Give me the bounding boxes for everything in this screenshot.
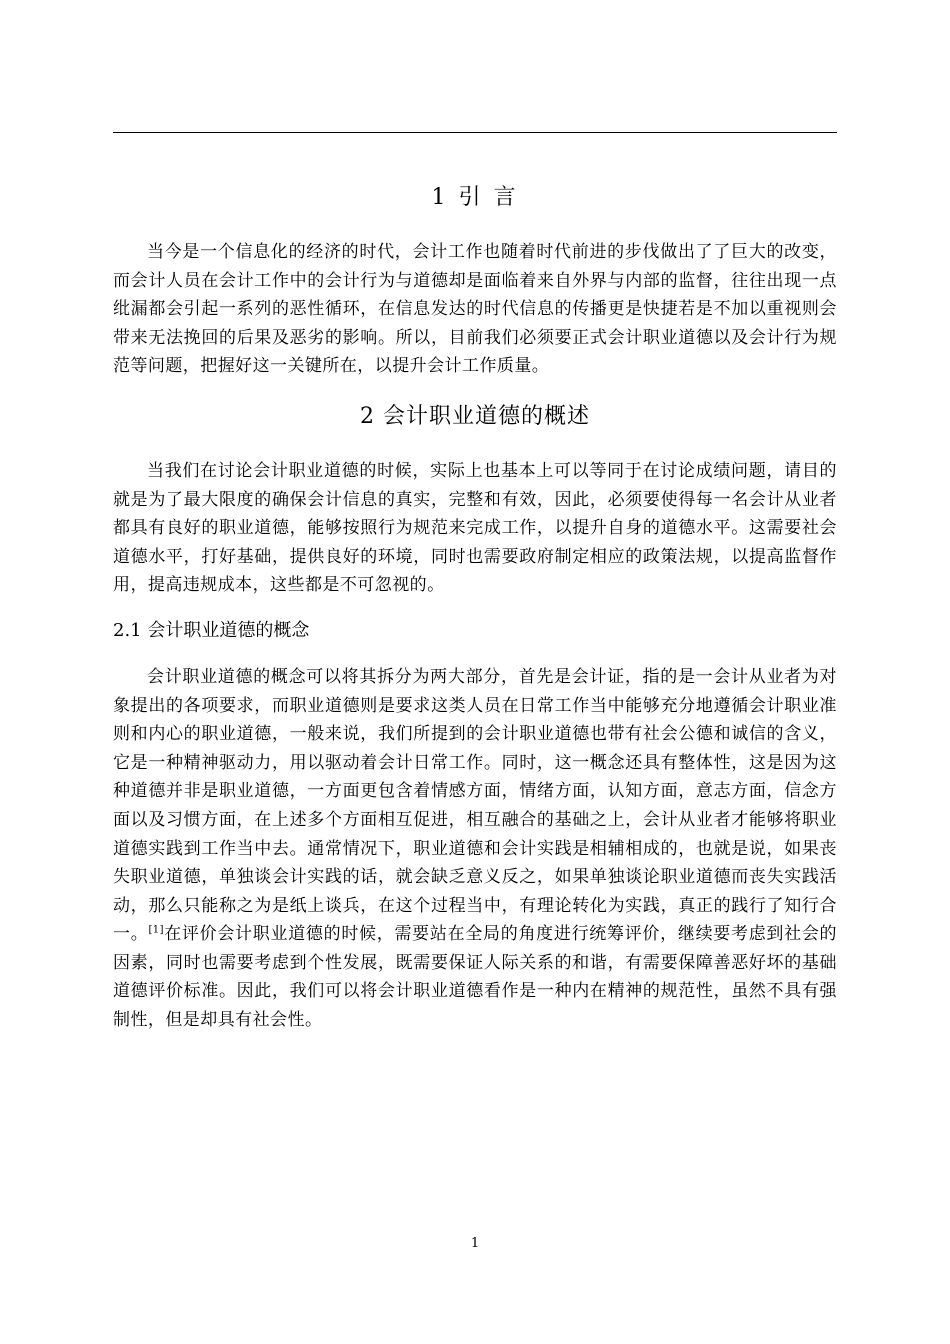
page-content (113, 176, 837, 1035)
section-2-1-heading: 2.1 会计职业道德的概念 (113, 619, 310, 641)
page-number: 1 (470, 1236, 480, 1251)
section-1-paragraph: 当今是一个信息化的经济的时代，会计工作也随着时代前进的步伐做出了了巨大的改变，而会计人员在会计工作中的会计行为与道德却是面临着来自外界与内部的监督，往往出现一点纰漏都会引起一系列的恶性循环，在信息发达的时代信息的传播更是快捷若是不加以重视则会带来无法挽回的后果及恶劣的影响。所以，目前我们必须要正式会计职业道德以及会计行为规范等问题，把握好这一关键所在，以提升会计工作质量。 (113, 242, 837, 377)
header-rule (113, 132, 837, 133)
section-2-1-paragraph (113, 663, 837, 1035)
citation-marker[interactable]: [1] (148, 924, 164, 936)
section-2-1-text-part2: 在评价会计职业道德的时候，需要站在全局的角度进行统筹评价，继续要考虑到社会的因素，同时也需要考虑到个性发展，既需要保证人际关系的和谐，有需要保障善恶好坏的基础道德评价标准。因此，我们可以将会计职业道德看作是一种内在精神的规范性，虽然不具有强制性，但是却具有社会性。 (113, 924, 837, 1031)
section-2-heading: 2 会计职业道德的概述 (360, 403, 590, 429)
section-2-1-text-part1: 会计职业道德的概念可以将其拆分为两大部分，首先是会计证，指的是一会计从业者为对象提出的各项要求，而职业道德则是要求这类人员在日常工作当中能够充分地遵循会计职业准则和内心的职业道德，一般来说，我们所提到的会计职业道德也带有社会公德和诚信的含义，它是一种精神驱动力，用以驱动着会计日常工作。同时，这一概念还具有整体性，这是因为这种道德并非是职业道德，一方面更包含着情感方面，情绪方面，认知方面，意志方面，信念方面以及习惯方面，在上述多个方面相互促进，相互融合的基础之上，会计从业者才能够将职业道德实践到工作当中去。通常情况下，职业道德和会计实践是相辅相成的，也就是说，如果丧失职业道德，单独谈会计实践的话，就会缺乏意义反之，如果单独谈论职业道德而丧失实践活动，那么只能称之为是纸上谈兵，在这个过程当中，有理论转化为实践，真正的践行了知行合一。 (113, 666, 837, 945)
section-2-paragraph: 当我们在讨论会计职业道德的时候，实际上也基本上可以等同于在讨论成绩问题，请目的就是为了最大限度的确保会计信息的真实，完整和有效，因此，必须要使得每一名会计从业者都具有良好的职业道德，能够按照行为规范来完成工作，以提升自身的道德水平。这需要社会道德水平，打好基础，提供良好的环境，同时也需要政府制定相应的政策法规，以提高监督作用，提高违规成本，这些都是不可忽视的。 (113, 460, 837, 596)
section-1-heading: 1 引 言 (431, 185, 519, 210)
